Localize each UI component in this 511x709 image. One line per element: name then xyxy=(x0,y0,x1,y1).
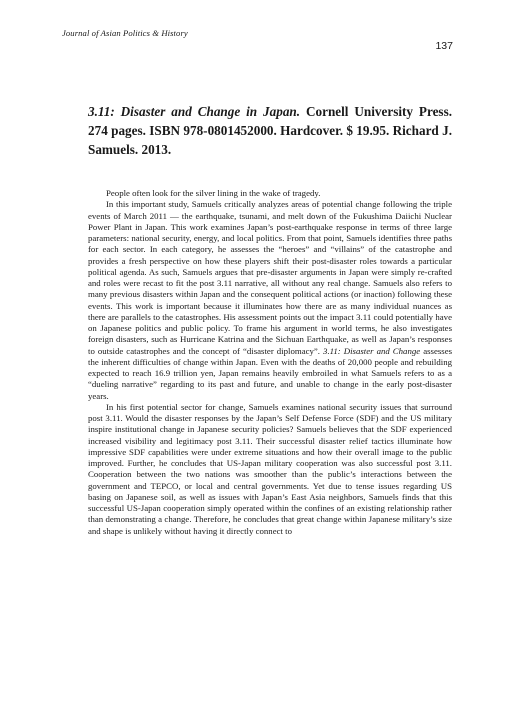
page-number: 137 xyxy=(435,40,453,52)
paragraph-2-part-b: assesses the inherent difficulties of change within Japan. Even with the deaths of 20,000 people and rebuilding expected to reach 16.9 trillion yen, Japan remains heavily embroiled in what Samuels refers to as a “dueling narrative” regarding to its past and future, and unable to change in the early post-disaster years. xyxy=(88,345,453,401)
review-heading xyxy=(88,102,452,159)
paragraph-1: People often look for the silver lining in the wake of tragedy. xyxy=(106,188,321,198)
review-body xyxy=(88,188,452,537)
paragraph-2 xyxy=(88,199,452,402)
running-head: Journal of Asian Politics & History xyxy=(62,28,188,38)
paragraph-3: In his first potential sector for change, Samuels examines national security issues that surround post 3.11. Would the disaster responses by the Japan’s Self Defense Force (SDF) and the US military inspire institutional change in Japanese security policies? Samuels believes that the SDF experienced increased visibility and legitimacy post 3.11. Their successful disaster relief tactics illuminate how impressive SDF capabilities were under extreme situations and how their overall image to the public improved. Further, he concludes that US-Japan military cooperation was also successful post 3.11. Cooperation between the two nations was smoother than the public’s interactions between the government and TEPCO, or local and central governments. Yet due to tense issues regarding US basing on Japanese soil, as well as issues with Japan’s East Asia neighbors, Samuels finds that this successful US-Japan cooperation simply operated within the confines of an existing relationship rather than demonstrating a change. Therefore, he concludes that great change within Japanese military’s size and shape is unlikely without having it directly connect to xyxy=(88,401,452,536)
book-citation: Cornell University Press. 274 pages. ISBN 978-0801452000. Hardcover. $ 19.95. Richard J. Samuels. 2013. xyxy=(88,104,452,157)
book-title: 3.11: Disaster and Change in Japan. xyxy=(88,104,301,119)
paragraph-2-part-a: In this important study, Samuels critically analyzes areas of potential change following the triple events of March 2011 — the earthquake, tsunami, and melt down of the Fukushima Daiichi Nuclear Power Plant in Japan. This work examines Japan’s post-earthquake response in terms of three large parameters: national security, energy, and local politics. From that point, Samuels identifies three paths for each sector. In each category, he assesses the “heroes” and “villains” of the catastrophe and provides a fresh perspective on how these players shift their post-disaster roles towards a particular political agenda. As such, Samuels argues that pre-disaster arguments in Japan were simply re-crafted and roles were recast to fit the post 3.11 narrative, all without any real change. Samuels also refers to many previous disasters within Japan and the consequent political actions (or inaction) following these events. This work is important because it illuminates how there are as many individual nuances as there are parallels to the catastrophes. His assessment points out the impact 3.11 could potentially have on Japanese politics and public policy. To frame his argument in world terms, he also investigates foreign disasters, such as Hurricane Katrina and the Sichuan Earthquake, as well as Japan’s responses to outside catastrophes and the concept of “disaster diplomacy”. xyxy=(88,199,452,356)
paragraph-2-book-title: 3.11: Disaster and Change xyxy=(323,345,421,356)
